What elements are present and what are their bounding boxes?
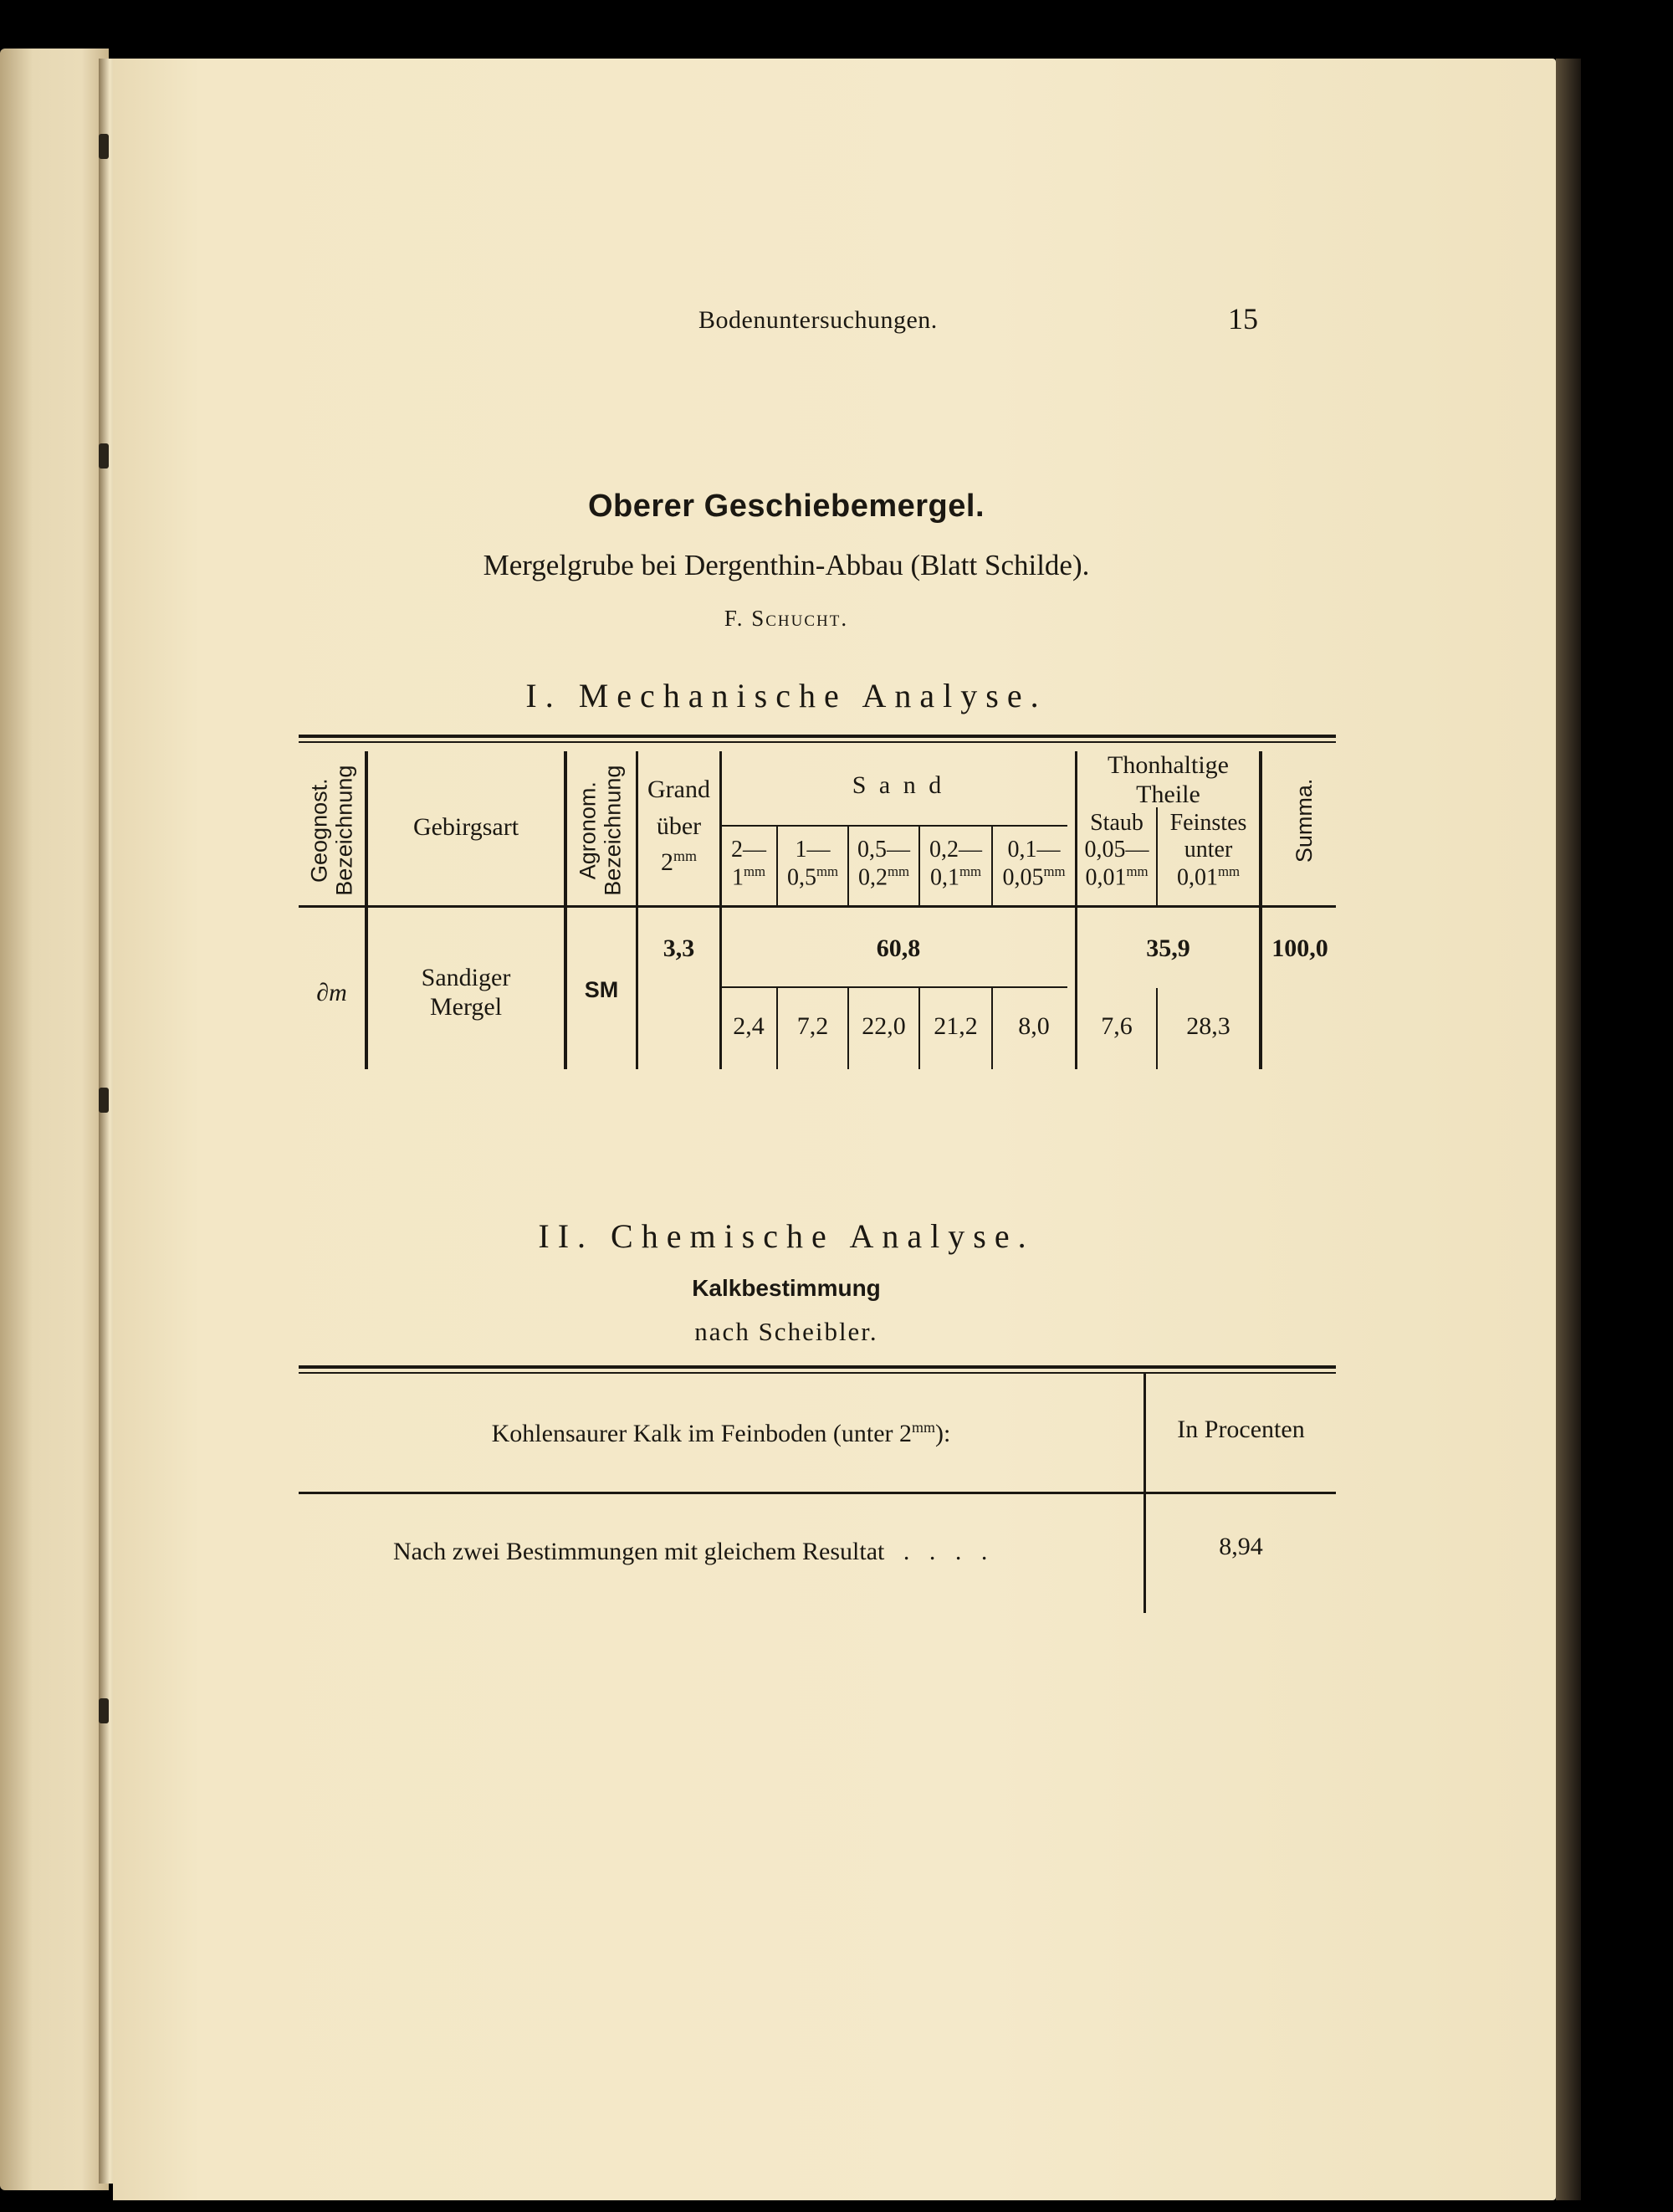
section-heading-chemical: II. Chemische Analyse. [538, 1217, 1035, 1255]
cell-feinstes: 28,3 [1186, 1012, 1230, 1040]
cell-sand-value: 21,2 [934, 1012, 978, 1040]
table-column-rule [1143, 1374, 1146, 1613]
table-rule [299, 735, 1336, 738]
header-sand-2-1: 2— $1^{mm}$ [731, 837, 766, 891]
cell-thon-total: 35,9 [1146, 934, 1190, 962]
table-rule [299, 905, 1336, 908]
header-in-procenten: In Procenten [1177, 1416, 1305, 1443]
table-rule [299, 1365, 1336, 1369]
header-feinstes: Feinstes unter $0,01^{mm}$ [1169, 810, 1247, 891]
cell-sand-value: 8,0 [1018, 1012, 1050, 1040]
cell-sand-value: 2,4 [733, 1012, 765, 1040]
header-sand-02-01: 0,2— $0,1^{mm}$ [929, 837, 982, 891]
header-geognost: Geognost. Bezeichnung [306, 765, 356, 896]
binding-stitch [99, 1698, 109, 1723]
header-summa: Summa. [1292, 778, 1317, 863]
page-title: Oberer Geschiebemergel. [587, 489, 985, 524]
header-agronom: Agronom. Bezeichnung [575, 765, 625, 896]
cell-sand-value: 22,0 [862, 1012, 906, 1040]
running-header: Bodenuntersuchungen. [698, 306, 938, 334]
page [113, 59, 1556, 2200]
location-line: Mergelgrube bei Dergenthin-Abbau (Blatt Schilde). [483, 549, 1090, 581]
header-kohlensaurer-kalk: Kohlensaurer Kalk im Feinboden (unter $2^{mm}$): [491, 1419, 951, 1447]
header-sand-1-05: 1— $0,5^{mm}$ [786, 837, 839, 891]
cell-gebirgsart: Sandiger Mergel [421, 964, 511, 1021]
binding-stitch [99, 443, 109, 469]
table-rule [299, 741, 1336, 743]
table-column-rule [1259, 751, 1262, 1069]
header-gebirgsart: Gebirgsart [412, 813, 519, 841]
cell-grand: 3,3 [663, 934, 695, 962]
cell-value: 8,94 [1219, 1533, 1263, 1560]
cell-sand-total: 60,8 [876, 934, 921, 962]
cell-sand-value: 7,2 [796, 1012, 829, 1040]
header-sand-01-005: 0,1— $0,05^{mm}$ [1002, 837, 1066, 891]
section-heading-mechanical: I. Mechanische Analyse. [525, 677, 1047, 714]
table-rule [721, 825, 1067, 827]
header-thonhaltige: Thonhaltige Theile [1108, 751, 1229, 808]
cell-geognost: ∂m [316, 979, 347, 1006]
page-edge [1556, 59, 1581, 2200]
header-grand: Grand über $2^{mm}$ [647, 776, 710, 876]
subtitle-kalkbestimmung: Kalkbestimmung [692, 1275, 881, 1301]
table-rule [721, 986, 1067, 988]
table-rule [299, 1372, 1336, 1374]
header-sand: S a n d [852, 771, 945, 799]
row-label: Nach zwei Bestimmungen mit gleichem Resultat . . . . [393, 1538, 995, 1565]
cell-staub: 7,6 [1101, 1012, 1133, 1040]
table-column-rule [564, 751, 567, 1069]
binding-stitch [99, 134, 109, 159]
author-line: F. Schucht. [724, 606, 849, 631]
table-rule [299, 1492, 1336, 1494]
cell-summa: 100,0 [1271, 934, 1328, 962]
cell-agronom: SM [584, 977, 619, 1002]
subtitle-scheibler: nach Scheibler. [694, 1317, 878, 1346]
table-column-rule [365, 751, 368, 1069]
header-staub: Staub 0,05— $0,01^{mm}$ [1084, 810, 1149, 891]
binding-stitch [99, 1088, 109, 1113]
page-number: 15 [1228, 302, 1258, 335]
header-sand-05-02: 0,5— $0,2^{mm}$ [857, 837, 910, 891]
facing-page [0, 49, 109, 2190]
